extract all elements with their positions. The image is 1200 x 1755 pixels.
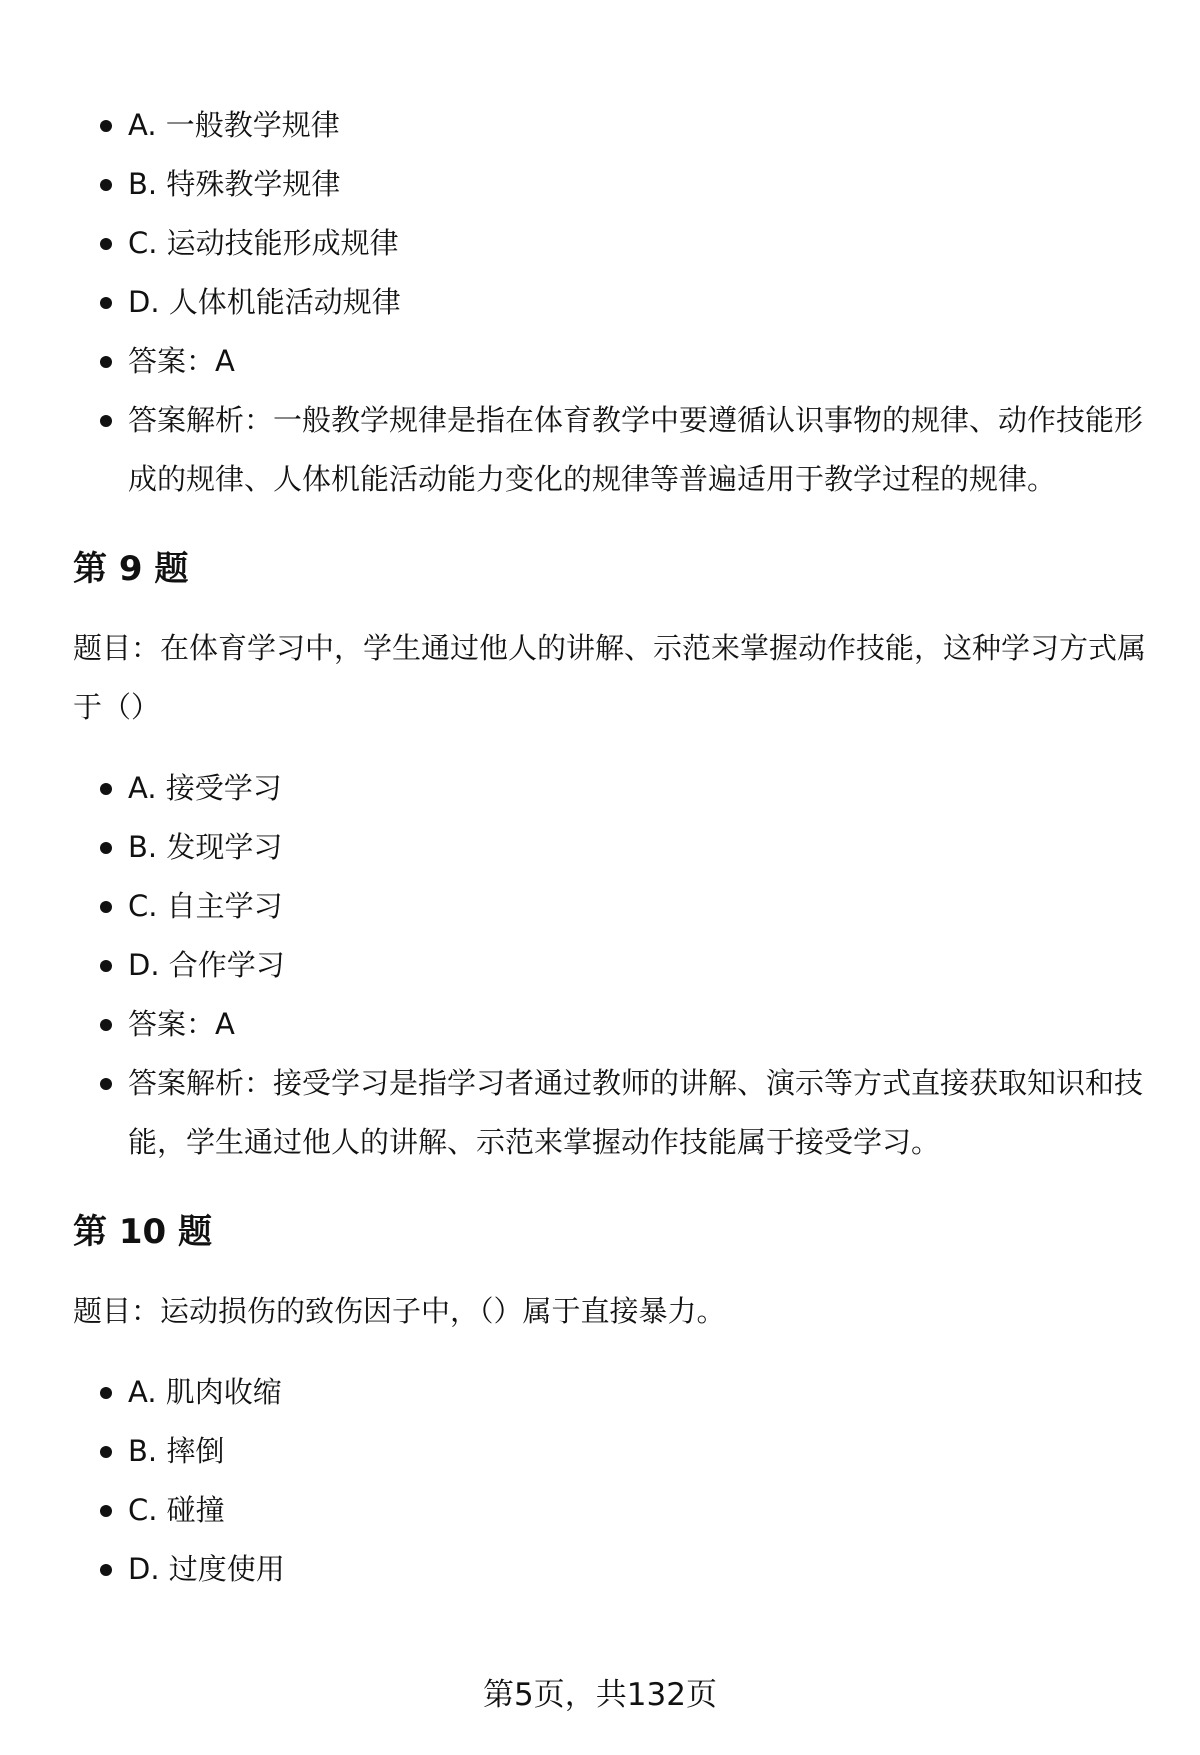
q8-option-list [73, 96, 1153, 509]
bullet-icon [100, 1446, 112, 1458]
q10-title: 第 10 题 [73, 1212, 212, 1252]
q8-option-a-text: A. 一般教学规律 [128, 108, 340, 142]
q10-option-b-text: B. 摔倒 [128, 1434, 225, 1468]
bullet-icon [100, 356, 112, 368]
q9-option-d [73, 936, 1153, 995]
q8-answer-text: 答案：A [128, 344, 235, 378]
q9-option-a [73, 759, 1153, 818]
q10-option-b [73, 1422, 1153, 1481]
bullet-icon [100, 1078, 112, 1090]
q9-explanation-text: 答案解析：接受学习是指学习者通过教师的讲解、演示等方式直接获取知识和技能，学生通过他人的讲解、示范来掌握动作技能属于接受学习。 [128, 1066, 1144, 1159]
bullet-icon [100, 238, 112, 250]
q8-explanation-text: 答案解析：一般教学规律是指在体育教学中要遵循认识事物的规律、动作技能形成的规律、人体机能活动能力变化的规律等普遍适用于教学过程的规律。 [128, 403, 1144, 496]
q9-option-d-text: D. 合作学习 [128, 948, 285, 982]
q9-explanation [73, 1054, 1153, 1172]
q9-option-b [73, 818, 1153, 877]
q10-option-a [73, 1363, 1153, 1422]
q9-option-list [73, 759, 1153, 1172]
bullet-icon [100, 1019, 112, 1031]
bullet-icon [100, 179, 112, 191]
q8-explanation [73, 391, 1153, 509]
q8-option-d-text: D. 人体机能活动规律 [128, 285, 401, 319]
bullet-icon [100, 297, 112, 309]
q9-question: 题目：在体育学习中，学生通过他人的讲解、示范来掌握动作技能，这种学习方式属于（） [73, 631, 1147, 724]
q10-option-list [73, 1363, 1153, 1599]
q8-option-b-text: B. 特殊教学规律 [128, 167, 341, 201]
q9-option-b-text: B. 发现学习 [128, 830, 283, 864]
q8-option-c [73, 214, 1153, 273]
bullet-icon [100, 1564, 112, 1576]
q10-option-d-text: D. 过度使用 [128, 1552, 285, 1586]
q9-answer [73, 995, 1153, 1054]
bullet-icon [100, 415, 112, 427]
bullet-icon [100, 783, 112, 795]
q10-option-c-text: C. 碰撞 [128, 1493, 225, 1527]
bullet-icon [100, 1505, 112, 1517]
bullet-icon [100, 960, 112, 972]
q9-option-c [73, 877, 1153, 936]
q9-answer-text: 答案：A [128, 1007, 235, 1041]
bullet-icon [100, 901, 112, 913]
q8-option-d [73, 273, 1153, 332]
q10-option-d [73, 1540, 1153, 1599]
bullet-icon [100, 1387, 112, 1399]
q8-option-a [73, 96, 1153, 155]
page-content [73, 96, 1153, 1599]
q9-title: 第 9 题 [73, 549, 189, 589]
q10-question: 题目：运动损伤的致伤因子中，（）属于直接暴力。 [73, 1294, 726, 1328]
page-number-footer: 第5页，共132页 [483, 1677, 717, 1713]
q8-option-c-text: C. 运动技能形成规律 [128, 226, 399, 260]
q10-option-a-text: A. 肌肉收缩 [128, 1375, 282, 1409]
q8-answer [73, 332, 1153, 391]
q9-option-a-text: A. 接受学习 [128, 771, 282, 805]
q9-option-c-text: C. 自主学习 [128, 889, 283, 923]
q8-option-b [73, 155, 1153, 214]
bullet-icon [100, 842, 112, 854]
bullet-icon [100, 120, 112, 132]
q10-option-c [73, 1481, 1153, 1540]
